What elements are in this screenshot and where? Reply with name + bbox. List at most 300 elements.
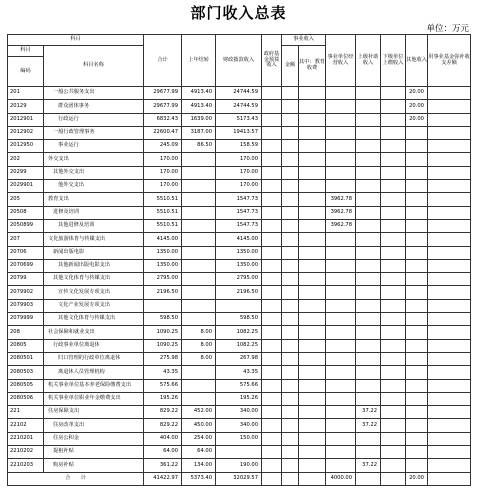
balance-cell [428, 246, 471, 259]
other-cell: 20.00 [406, 87, 428, 100]
education-fee-cell [299, 459, 326, 472]
other-cell [406, 219, 428, 232]
table-row [8, 126, 471, 139]
carryover-cell [182, 180, 216, 193]
superior-subsidy-cell [356, 87, 381, 100]
total-cell: 29677.99 [144, 100, 182, 113]
fiscal-cell: 150.00 [216, 432, 262, 445]
subordinate-cell [381, 406, 406, 419]
balance-cell [428, 432, 471, 445]
header-special-fund: 其中：教育收费 [299, 46, 326, 87]
header-subject: 科目 [8, 46, 44, 57]
table-row [8, 432, 471, 445]
carryover-cell: 86.50 [182, 140, 216, 153]
totals-other-cell: 20.00 [406, 472, 428, 485]
code-cell: 2079902 [8, 286, 44, 299]
code-cell: 2210202 [8, 446, 44, 459]
subordinate-cell [381, 432, 406, 445]
carryover-cell: 450.00 [182, 419, 216, 432]
header-business-group: 事业收入 [282, 35, 326, 46]
header-fiscal: 财政拨款收入 [216, 35, 262, 87]
carryover-cell [182, 206, 216, 219]
other-cell [406, 273, 428, 286]
carryover-cell [182, 286, 216, 299]
operating-cell [326, 392, 356, 405]
education-fee-cell [299, 166, 326, 179]
table-body [8, 87, 471, 486]
code-cell: 207 [8, 233, 44, 246]
subject-name-cell: 行政事业单位离退休 [44, 339, 144, 352]
balance-cell [428, 313, 471, 326]
header-subject-group: 科目 [8, 35, 144, 46]
balance-cell [428, 87, 471, 100]
business-amount-cell [282, 206, 299, 219]
education-fee-cell [299, 352, 326, 365]
carryover-cell [182, 193, 216, 206]
table-row [8, 326, 471, 339]
carryover-cell [182, 166, 216, 179]
code-cell: 2080506 [8, 392, 44, 405]
operating-cell [326, 406, 356, 419]
superior-subsidy-cell [356, 193, 381, 206]
operating-cell [326, 166, 356, 179]
fiscal-cell: 19413.57 [216, 126, 262, 139]
subject-name-cell: 一般公共服务支出 [44, 87, 144, 100]
education-fee-cell [299, 299, 326, 312]
subordinate-cell [381, 339, 406, 352]
carryover-cell: 452.00 [182, 406, 216, 419]
total-cell: 598.50 [144, 313, 182, 326]
business-amount-cell [282, 153, 299, 166]
total-cell: 361.22 [144, 459, 182, 472]
subordinate-cell [381, 100, 406, 113]
balance-cell [428, 259, 471, 272]
balance-cell [428, 392, 471, 405]
superior-subsidy-cell [356, 273, 381, 286]
operating-cell [326, 87, 356, 100]
subordinate-cell [381, 326, 406, 339]
header-code: 编码 [8, 57, 44, 87]
other-cell [406, 352, 428, 365]
business-amount-cell [282, 392, 299, 405]
gov-fund-cell [262, 446, 282, 459]
fiscal-cell [216, 446, 262, 459]
header-gov-fund: 政府基金预算收入 [262, 35, 282, 87]
total-cell: 170.00 [144, 180, 182, 193]
operating-cell [326, 366, 356, 379]
superior-subsidy-cell [356, 113, 381, 126]
total-cell: 404.00 [144, 432, 182, 445]
superior-subsidy-cell [356, 206, 381, 219]
operating-cell [326, 180, 356, 193]
total-cell: 829.22 [144, 419, 182, 432]
total-cell: 22600.47 [144, 126, 182, 139]
operating-cell [326, 339, 356, 352]
table-row [8, 153, 471, 166]
carryover-cell: 8.00 [182, 326, 216, 339]
subordinate-cell [381, 206, 406, 219]
operating-cell [326, 100, 356, 113]
subject-name-cell: 群众团体事务 [44, 100, 144, 113]
total-cell: 5510.51 [144, 193, 182, 206]
gov-fund-cell [262, 339, 282, 352]
carryover-cell [182, 313, 216, 326]
other-cell [406, 313, 428, 326]
subordinate-cell [381, 313, 406, 326]
business-amount-cell [282, 366, 299, 379]
business-amount-cell [282, 286, 299, 299]
balance-cell [428, 299, 471, 312]
subject-name-cell: 离退休人员管理机构 [44, 366, 144, 379]
other-cell [406, 233, 428, 246]
subject-name-cell: 教育支出 [44, 193, 144, 206]
business-amount-cell [282, 87, 299, 100]
superior-subsidy-cell [356, 366, 381, 379]
fiscal-cell [216, 299, 262, 312]
other-cell [406, 286, 428, 299]
operating-cell [326, 246, 356, 259]
totals-row [8, 472, 471, 485]
operating-cell [326, 459, 356, 472]
carryover-cell [182, 246, 216, 259]
total-cell: 170.00 [144, 166, 182, 179]
education-fee-cell [299, 446, 326, 459]
balance-cell [428, 166, 471, 179]
balance-cell [428, 273, 471, 286]
education-fee-cell [299, 219, 326, 232]
fiscal-cell: 24744.59 [216, 87, 262, 100]
fiscal-cell: 158.59 [216, 140, 262, 153]
business-amount-cell [282, 113, 299, 126]
code-cell: 202 [8, 153, 44, 166]
carryover-cell: 8.00 [182, 352, 216, 365]
table-row [8, 392, 471, 405]
fiscal-cell: 170.00 [216, 153, 262, 166]
business-amount-cell [282, 246, 299, 259]
total-cell: 1350.00 [144, 246, 182, 259]
subordinate-cell [381, 446, 406, 459]
subordinate-cell [381, 286, 406, 299]
subordinate-cell [381, 419, 406, 432]
code-cell: 2210203 [8, 459, 44, 472]
operating-cell: 3962.78 [326, 193, 356, 206]
table-row [8, 379, 471, 392]
subordinate-cell [381, 219, 406, 232]
totals-label: 合 计 [8, 472, 144, 485]
gov-fund-cell [262, 193, 282, 206]
totals-carryover-cell: 5373.40 [182, 472, 216, 485]
header-superior-subsidy: 上级补助收入 [356, 35, 381, 87]
operating-cell [326, 286, 356, 299]
table-row [8, 273, 471, 286]
operating-cell [326, 153, 356, 166]
superior-subsidy-cell [356, 313, 381, 326]
gov-fund-cell [262, 140, 282, 153]
other-cell: 20.00 [406, 113, 428, 126]
total-cell: 1090.25 [144, 326, 182, 339]
total-cell: 1090.25 [144, 339, 182, 352]
total-cell: 64.00 [144, 446, 182, 459]
subordinate-cell [381, 392, 406, 405]
gov-fund-cell [262, 246, 282, 259]
total-cell: 170.00 [144, 153, 182, 166]
totals-superior-subsidy-cell [356, 472, 381, 485]
other-cell [406, 140, 428, 153]
other-cell [406, 166, 428, 179]
superior-subsidy-cell [356, 140, 381, 153]
table-row [8, 313, 471, 326]
operating-cell [326, 299, 356, 312]
subject-name-cell: 其他文化体育与传媒支出 [44, 313, 144, 326]
other-cell [406, 193, 428, 206]
table-row [8, 299, 471, 312]
subject-name-cell: 行政运行 [44, 113, 144, 126]
code-cell: 201 [8, 87, 44, 100]
fiscal-cell: 1547.73 [216, 206, 262, 219]
education-fee-cell [299, 100, 326, 113]
education-fee-cell [299, 233, 326, 246]
table-row [8, 180, 471, 193]
income-table [7, 34, 471, 486]
superior-subsidy-cell: 37.22 [356, 406, 381, 419]
other-cell: 20.00 [406, 100, 428, 113]
gov-fund-cell [262, 392, 282, 405]
carryover-cell: 3187.00 [182, 126, 216, 139]
business-amount-cell [282, 313, 299, 326]
carryover-cell: 1639.00 [182, 113, 216, 126]
other-cell [406, 180, 428, 193]
education-fee-cell [299, 366, 326, 379]
fiscal-cell: 24744.59 [216, 100, 262, 113]
balance-cell [428, 140, 471, 153]
operating-cell [326, 113, 356, 126]
education-fee-cell [299, 392, 326, 405]
gov-fund-cell [262, 233, 282, 246]
fiscal-cell: 1350.00 [216, 259, 262, 272]
gov-fund-cell [262, 419, 282, 432]
other-cell [406, 259, 428, 272]
subject-name-cell: 其他进修及培训 [44, 219, 144, 232]
fiscal-cell: 1350.00 [216, 246, 262, 259]
subordinate-cell [381, 153, 406, 166]
education-fee-cell [299, 113, 326, 126]
total-cell: 5510.51 [144, 206, 182, 219]
total-cell: 6832.43 [144, 113, 182, 126]
subject-name-cell: 事业运行 [44, 140, 144, 153]
code-cell: 2080503 [8, 366, 44, 379]
subject-name-cell: 机关事业单位职业年金缴费支出 [44, 392, 144, 405]
subject-name-cell: 其他外交支出 [44, 166, 144, 179]
table-row [8, 406, 471, 419]
operating-cell [326, 140, 356, 153]
total-cell: 829.22 [144, 406, 182, 419]
subject-name-cell: 归口管理的行政单位离退休 [44, 352, 144, 365]
code-cell: 208 [8, 326, 44, 339]
balance-cell [428, 193, 471, 206]
table-row [8, 352, 471, 365]
subject-name-cell: 社会保障和就业支出 [44, 326, 144, 339]
superior-subsidy-cell [356, 352, 381, 365]
education-fee-cell [299, 126, 326, 139]
carryover-cell [182, 233, 216, 246]
subject-name-cell: 住房保障支出 [44, 406, 144, 419]
carryover-cell: 134.00 [182, 459, 216, 472]
business-amount-cell [282, 419, 299, 432]
code-cell: 20706 [8, 246, 44, 259]
carryover-cell [182, 219, 216, 232]
superior-subsidy-cell [356, 339, 381, 352]
carryover-cell [182, 366, 216, 379]
gov-fund-cell [262, 286, 282, 299]
code-cell: 2050899 [8, 219, 44, 232]
other-cell [406, 406, 428, 419]
fiscal-cell: 190.00 [216, 459, 262, 472]
fiscal-cell: 340.00 [216, 419, 262, 432]
subordinate-cell [381, 140, 406, 153]
gov-fund-cell [262, 87, 282, 100]
table-row [8, 246, 471, 259]
header-subordinate: 下级单位上缴收入 [381, 35, 406, 87]
table-row [8, 140, 471, 153]
other-cell [406, 326, 428, 339]
carryover-cell [182, 273, 216, 286]
business-amount-cell [282, 259, 299, 272]
superior-subsidy-cell [356, 379, 381, 392]
carryover-cell: 254.00 [182, 432, 216, 445]
business-amount-cell [282, 339, 299, 352]
education-fee-cell [299, 193, 326, 206]
balance-cell [428, 352, 471, 365]
business-amount-cell [282, 326, 299, 339]
table-row [8, 100, 471, 113]
gov-fund-cell [262, 153, 282, 166]
table-row [8, 219, 471, 232]
subordinate-cell [381, 180, 406, 193]
superior-subsidy-cell [356, 126, 381, 139]
subordinate-cell [381, 379, 406, 392]
table-row [8, 339, 471, 352]
business-amount-cell [282, 180, 299, 193]
table-row [8, 233, 471, 246]
carryover-cell: 4913.40 [182, 87, 216, 100]
superior-subsidy-cell [356, 233, 381, 246]
gov-fund-cell [262, 113, 282, 126]
header-total: 合计 [144, 35, 182, 87]
other-cell [406, 206, 428, 219]
gov-fund-cell [262, 459, 282, 472]
superior-subsidy-cell [356, 100, 381, 113]
fiscal-cell: 1082.25 [216, 326, 262, 339]
header-operating: 事业单位经营收入 [326, 35, 356, 87]
carryover-cell: 8.00 [182, 339, 216, 352]
other-cell [406, 366, 428, 379]
subordinate-cell [381, 273, 406, 286]
fiscal-cell: 43.35 [216, 366, 262, 379]
gov-fund-cell [262, 299, 282, 312]
header-prior-carryover: 上年结转 [182, 35, 216, 87]
business-amount-cell [282, 299, 299, 312]
other-cell [406, 379, 428, 392]
total-cell: 1350.00 [144, 259, 182, 272]
education-fee-cell [299, 339, 326, 352]
subordinate-cell [381, 126, 406, 139]
header-balance: 用事业基金弥补收支差额 [428, 35, 471, 87]
subject-name-cell: 进修及培训 [44, 206, 144, 219]
subject-name-cell: 提租补贴 [44, 446, 144, 459]
operating-cell: 3962.78 [326, 206, 356, 219]
totals-business-amount-cell [282, 472, 299, 485]
education-fee-cell [299, 379, 326, 392]
other-cell [406, 392, 428, 405]
carryover-cell [182, 299, 216, 312]
carryover-cell: 4913.40 [182, 100, 216, 113]
education-fee-cell [299, 246, 326, 259]
gov-fund-cell [262, 259, 282, 272]
business-amount-cell [282, 446, 299, 459]
superior-subsidy-cell [356, 392, 381, 405]
balance-cell [428, 100, 471, 113]
superior-subsidy-cell [356, 246, 381, 259]
subordinate-cell [381, 366, 406, 379]
gov-fund-cell [262, 313, 282, 326]
education-fee-cell [299, 87, 326, 100]
gov-fund-cell [262, 326, 282, 339]
operating-cell [326, 273, 356, 286]
total-cell: 29677.99 [144, 87, 182, 100]
balance-cell [428, 446, 471, 459]
balance-cell [428, 219, 471, 232]
subject-name-cell: 新闻出版电影 [44, 246, 144, 259]
operating-cell [326, 326, 356, 339]
subordinate-cell [381, 246, 406, 259]
subordinate-cell [381, 166, 406, 179]
unit-label: 单位：万元 [426, 24, 469, 34]
gov-fund-cell [262, 366, 282, 379]
total-cell: 245.09 [144, 140, 182, 153]
table-row [8, 419, 471, 432]
education-fee-cell [299, 140, 326, 153]
table-row [8, 446, 471, 459]
fiscal-cell: 340.00 [216, 406, 262, 419]
code-cell: 2070699 [8, 259, 44, 272]
business-amount-cell [282, 273, 299, 286]
balance-cell [428, 206, 471, 219]
superior-subsidy-cell: 37.22 [356, 459, 381, 472]
education-fee-cell [299, 259, 326, 272]
other-cell [406, 246, 428, 259]
code-cell: 2079999 [8, 313, 44, 326]
superior-subsidy-cell [356, 446, 381, 459]
total-cell: 4145.00 [144, 233, 182, 246]
fiscal-cell: 267.98 [216, 352, 262, 365]
other-cell [406, 339, 428, 352]
table-header [8, 35, 471, 87]
code-cell: 205 [8, 193, 44, 206]
subordinate-cell [381, 352, 406, 365]
gov-fund-cell [262, 379, 282, 392]
subordinate-cell [381, 193, 406, 206]
other-cell [406, 432, 428, 445]
gov-fund-cell [262, 206, 282, 219]
education-fee-cell [299, 286, 326, 299]
table-row [8, 206, 471, 219]
balance-cell [428, 419, 471, 432]
fiscal-cell: 1547.73 [216, 193, 262, 206]
gov-fund-cell [262, 100, 282, 113]
operating-cell [326, 259, 356, 272]
business-amount-cell [282, 406, 299, 419]
balance-cell [428, 113, 471, 126]
